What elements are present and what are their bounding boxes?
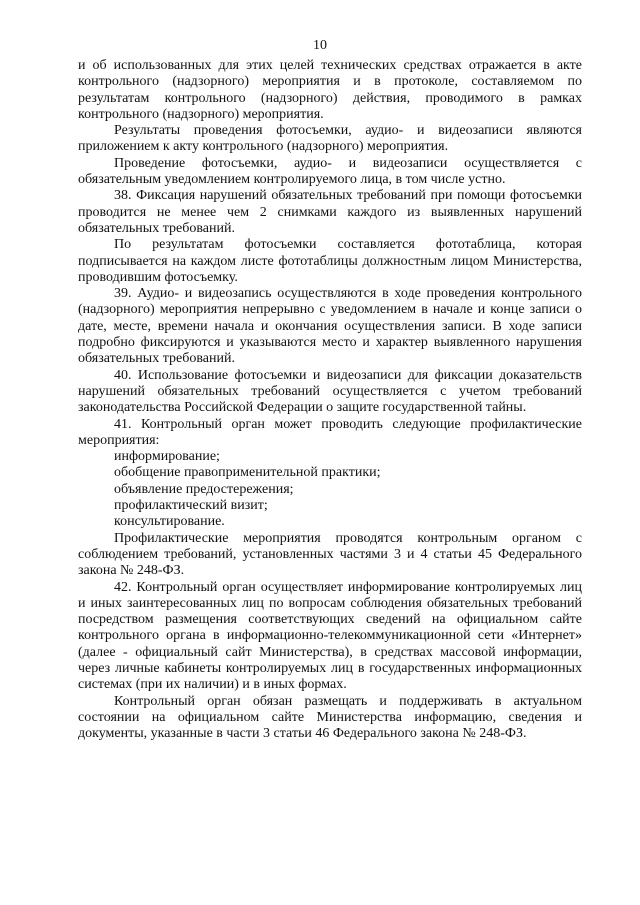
paragraph-item-38: 38. Фиксация нарушений обязательных требований при помощи фотосъемки проводится не менее чем 2 снимками каждого из выявленных нарушений обязательных требований. (78, 188, 582, 236)
paragraph-item-41: 41. Контрольный орган может проводить следующие профилактические мероприятия: (78, 416, 582, 448)
list-item: консультирование. (114, 514, 225, 530)
page-number: 10 (313, 38, 327, 53)
paragraph-item-40: 40. Использование фотосъемки и видеозаписи для фиксации доказательств нарушений обязательных требований осуществляется с учетом требований законодательства Российской Федерации о защите государственной тайны. (78, 367, 582, 416)
paragraph-phototable: По результатам фотосъемки составляется фототаблица, которая подписывается на каждом листе фототаблицы должностным лицом Министерства, проводившим фотосъемку. (78, 237, 582, 285)
list-item: информирование; (114, 449, 220, 465)
paragraph-item-39: 39. Аудио- и видеозапись осуществляются в ходе проведения контрольного (надзорного) мероприятия непрерывно с уведомлением в начале и конце записи о дате, месте, времени начала и окончания осуществления записи. В ходе записи подробно фиксируются и указываются место и характер выявленного нарушения обязательных требований. (78, 286, 582, 367)
paragraph-item-42: 42. Контрольный орган осуществляет информирование контролируемых лиц и иных заинтересованных лиц по вопросам соблюдения обязательных требований посредством размещения соответствующих сведений на официальном сайте контрольного органа в информационно-телекоммуникационной сети «Интернет» (далее - официальный сайт Министерства), в средствах массовой информации, через личные кабинеты контролируемых лиц в государственных информационных системах (при их наличии) и в иных формах. (78, 579, 582, 693)
paragraph-continuation: и об использованных для этих целей технических средствах отражается в акте контрольного (надзорного) мероприятия и в протоколе, составляемом по результатам контрольного (надзорного) действия, проводимого в рамках контрольного (надзорного) мероприятия. (78, 58, 582, 122)
document-body (78, 58, 582, 742)
list-item: объявление предостережения; (114, 481, 294, 497)
paragraph-notification: Проведение фотосъемки, аудио- и видеозаписи осуществляется с обязательным уведомлением контролируемого лица, в том числе устно. (78, 155, 582, 188)
list-item: профилактический визит; (114, 498, 268, 514)
paragraph-photo-results: Результаты проведения фотосъемки, аудио- и видеозаписи являются приложением к акту контрольного (надзорного) мероприятия. (78, 123, 582, 155)
paragraph-preventive-measures: Профилактические мероприятия проводятся контрольным органом с соблюдением требований, установленных частями 3 и 4 статьи 45 Федерального закона № 248-ФЗ. (78, 530, 582, 579)
list-item: обобщение правоприменительной практики; (114, 465, 381, 481)
paragraph-publication-duty: Контрольный орган обязан размещать и поддерживать в актуальном состоянии на официальном сайте Министерства информацию, сведения и документы, указанные в части 3 статьи 46 Федерального закона № 248-ФЗ. (78, 693, 582, 742)
